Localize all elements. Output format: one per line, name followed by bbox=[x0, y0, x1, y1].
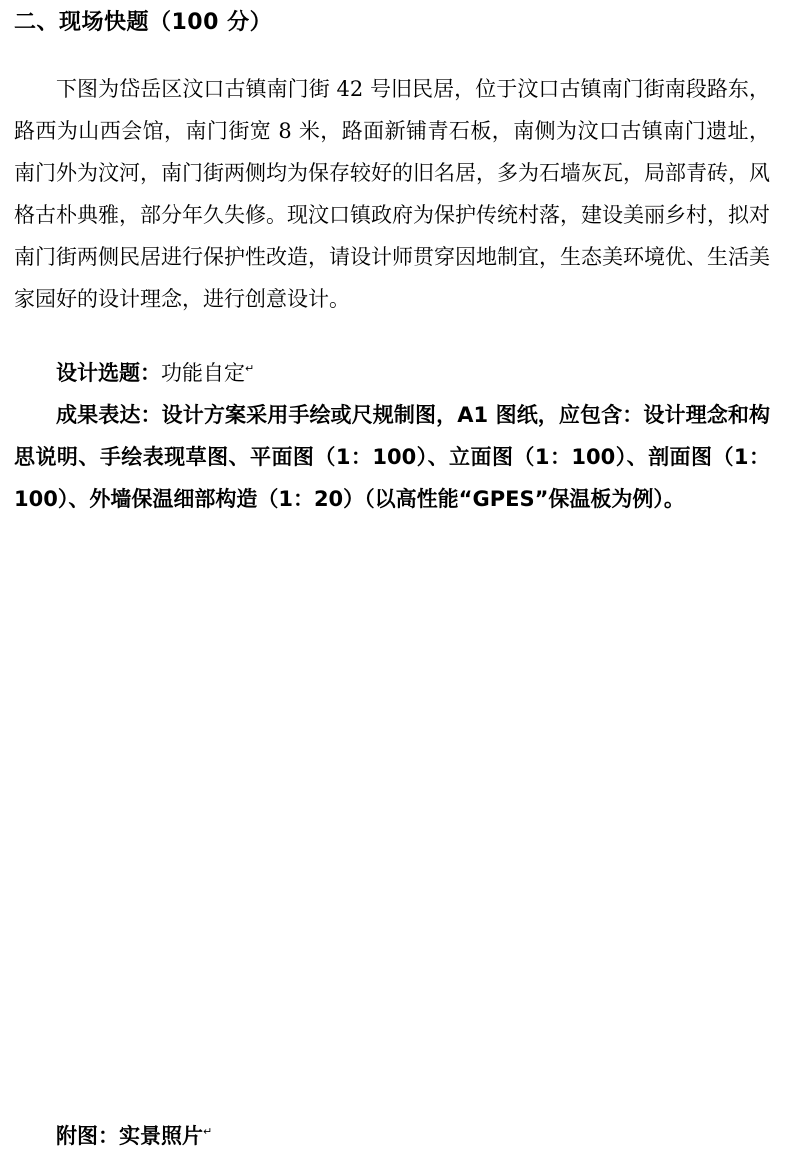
document-page bbox=[0, 8, 800, 1176]
result-value: 设计方案采用手绘或尺规制图，A1 图纸，应包含：设计理念和构思说明、手绘表现草图、平面图（1：100）、立面图（1：100）、剖面图（1：100）、外墙保温细部构造（1：20）（以高性能“GPES”保温板为例）。 bbox=[14, 403, 770, 511]
attachment-paragraph bbox=[14, 1116, 770, 1152]
result-paragraph bbox=[14, 394, 770, 520]
revision-mark-icon: ↵ bbox=[245, 362, 255, 375]
section-heading: 二、现场快题（100 分） bbox=[14, 10, 273, 35]
main-paragraph: 下图为岱岳区汶口古镇南门街 42 号旧民居，位于汶口古镇南门街南段路东，路西为山西会馆，南门街宽 8 米，路面新铺青石板，南侧为汶口古镇南门遗址，南门外为汶河，南门街两侧均为保存较好的旧名居，多为石墙灰瓦，局部青砖，风格古朴典雅，部分年久失修。现汶口镇政府为保护传统村落，建设美丽乡村，拟对南门街两侧民居进行保护性改造，请设计师贯穿因地制宜，生态美环境优、生活美家园好的设计理念，进行创意设计。 bbox=[14, 77, 770, 311]
topic-paragraph bbox=[14, 348, 770, 394]
topic-value: 功能自定 bbox=[161, 361, 245, 385]
topic-label: 设计选题： bbox=[56, 361, 161, 385]
attachment-label: 附图： bbox=[56, 1124, 119, 1148]
result-label: 成果表达： bbox=[56, 403, 162, 427]
attachment-value: 实景照片 bbox=[119, 1124, 203, 1148]
revision-mark-icon: ↵ bbox=[203, 1125, 213, 1138]
